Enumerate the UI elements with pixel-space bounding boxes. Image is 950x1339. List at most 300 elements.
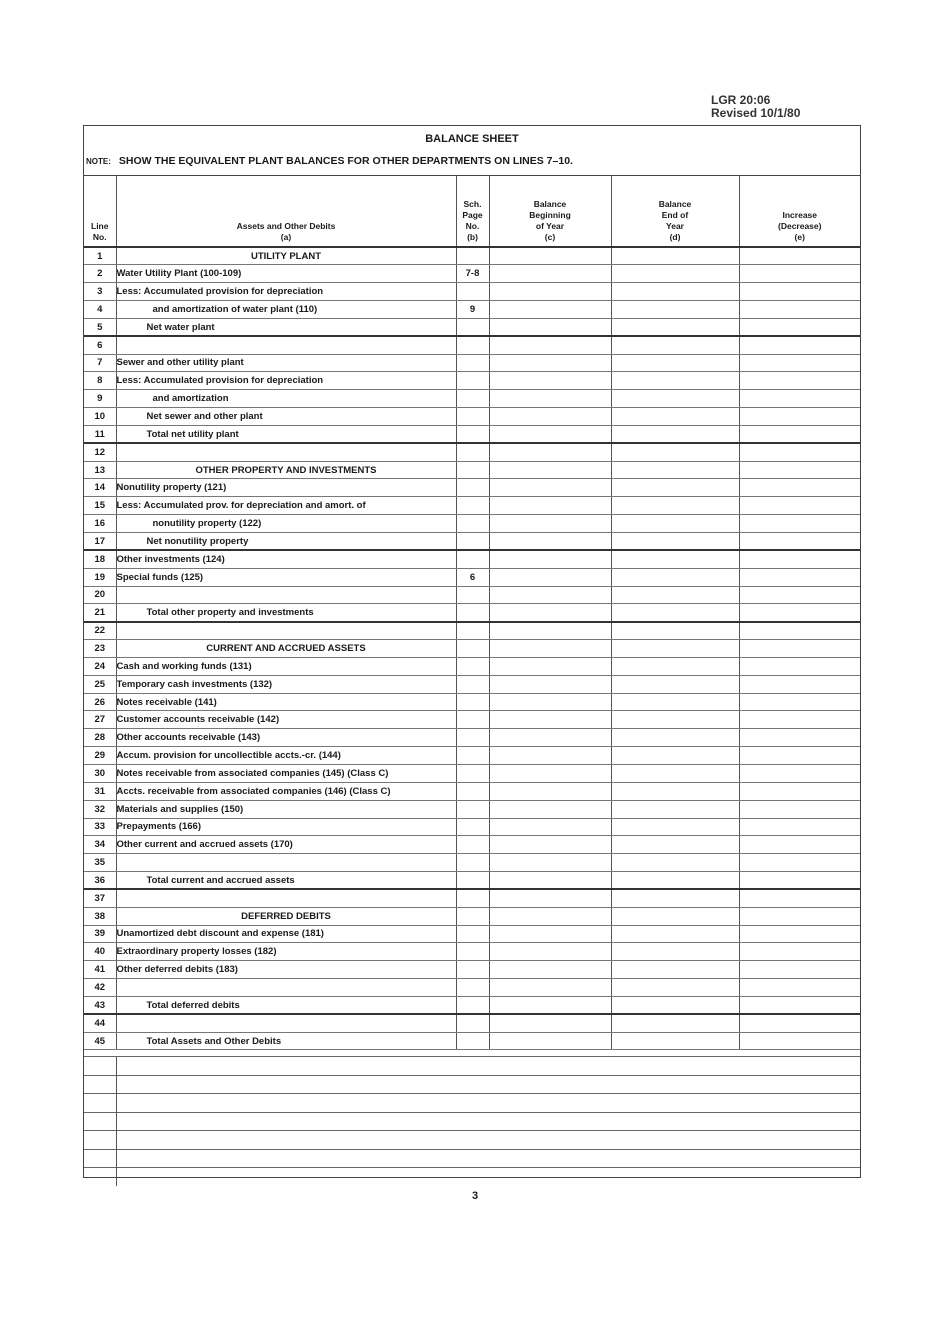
- line-description: nonutility property (122): [116, 515, 456, 533]
- balance-beginning-cell: [489, 693, 611, 711]
- increase-decrease-cell: [739, 372, 860, 390]
- line-description: Less: Accumulated provision for depreciation: [116, 283, 456, 301]
- balance-end-cell: [611, 854, 739, 872]
- balance-beginning-cell: [489, 265, 611, 283]
- balance-end-cell: [611, 889, 739, 907]
- table-row: [84, 764, 860, 782]
- line-number: 19: [84, 568, 116, 586]
- balance-end-cell: [611, 318, 739, 336]
- balance-beginning-cell: [489, 247, 611, 265]
- line-number: 40: [84, 943, 116, 961]
- balance-beginning-cell: [489, 1032, 611, 1050]
- schedule-page-cell: [456, 336, 489, 354]
- increase-decrease-cell: [739, 979, 860, 997]
- balance-end-cell: [611, 372, 739, 390]
- blank-line: [84, 1149, 860, 1168]
- header-increase-decrease: Increase (Decrease) (e): [739, 176, 860, 248]
- balance-end-cell: [611, 283, 739, 301]
- blank-lines-area: [84, 1056, 860, 1186]
- blank-line-cell: [116, 1112, 860, 1131]
- increase-decrease-cell: [739, 336, 860, 354]
- line-description: Extraordinary property losses (182): [116, 943, 456, 961]
- balance-end-cell: [611, 640, 739, 658]
- balance-end-cell: [611, 907, 739, 925]
- balance-sheet-form: [83, 125, 861, 1178]
- increase-decrease-cell: [739, 301, 860, 319]
- table-row: [84, 925, 860, 943]
- balance-end-cell: [611, 961, 739, 979]
- balance-beginning-cell: [489, 372, 611, 390]
- line-number: 45: [84, 1032, 116, 1050]
- line-number: 12: [84, 443, 116, 461]
- schedule-page-cell: [456, 408, 489, 426]
- line-description: Accum. provision for uncollectible accts.-cr. (144): [116, 747, 456, 765]
- line-description: Unamortized debt discount and expense (181): [116, 925, 456, 943]
- table-row: [84, 318, 860, 336]
- header-balance-beginning: Balance Beginning of Year (c): [489, 176, 611, 248]
- line-description: Prepayments (166): [116, 818, 456, 836]
- balance-end-cell: [611, 390, 739, 408]
- note-label: NOTE:: [86, 157, 111, 166]
- schedule-page-cell: [456, 764, 489, 782]
- increase-decrease-cell: [739, 943, 860, 961]
- schedule-page-cell: [456, 925, 489, 943]
- line-number: 10: [84, 408, 116, 426]
- line-number: 41: [84, 961, 116, 979]
- table-row: [84, 568, 860, 586]
- table-row: [84, 640, 860, 658]
- line-number: 20: [84, 586, 116, 604]
- increase-decrease-cell: [739, 729, 860, 747]
- table-row: [84, 1014, 860, 1032]
- table-row: [84, 711, 860, 729]
- line-number: 25: [84, 675, 116, 693]
- line-description: [116, 622, 456, 640]
- table-row: [84, 586, 860, 604]
- increase-decrease-cell: [739, 907, 860, 925]
- schedule-page-cell: [456, 354, 489, 372]
- schedule-page-cell: [456, 693, 489, 711]
- schedule-page-cell: [456, 372, 489, 390]
- line-description: and amortization of water plant (110): [116, 301, 456, 319]
- blank-line-cell: [116, 1149, 860, 1168]
- increase-decrease-cell: [739, 1032, 860, 1050]
- blank-line-number-cell: [84, 1131, 116, 1150]
- balance-end-cell: [611, 247, 739, 265]
- line-number: 27: [84, 711, 116, 729]
- table-row: [84, 622, 860, 640]
- increase-decrease-cell: [739, 390, 860, 408]
- table-row: [84, 354, 860, 372]
- table-row: [84, 336, 860, 354]
- balance-end-cell: [611, 1014, 739, 1032]
- line-description: Materials and supplies (150): [116, 800, 456, 818]
- balance-end-cell: [611, 479, 739, 497]
- increase-decrease-cell: [739, 747, 860, 765]
- table-row: [84, 479, 860, 497]
- line-description: Other deferred debits (183): [116, 961, 456, 979]
- schedule-page-cell: 6: [456, 568, 489, 586]
- schedule-page-cell: [456, 461, 489, 479]
- increase-decrease-cell: [739, 622, 860, 640]
- line-number: 35: [84, 854, 116, 872]
- line-description: DEFERRED DEBITS: [116, 907, 456, 925]
- table-row: [84, 425, 860, 443]
- line-description: [116, 854, 456, 872]
- increase-decrease-cell: [739, 497, 860, 515]
- line-number: 37: [84, 889, 116, 907]
- line-description: [116, 1014, 456, 1032]
- increase-decrease-cell: [739, 265, 860, 283]
- line-description: Cash and working funds (131): [116, 657, 456, 675]
- line-number: 1: [84, 247, 116, 265]
- note-text: SHOW THE EQUIVALENT PLANT BALANCES FOR OTHER DEPARTMENTS ON LINES 7–10.: [118, 155, 573, 167]
- schedule-page-cell: [456, 533, 489, 551]
- line-description: [116, 586, 456, 604]
- line-number: 26: [84, 693, 116, 711]
- increase-decrease-cell: [739, 408, 860, 426]
- line-description: UTILITY PLANT: [116, 247, 456, 265]
- balance-end-cell: [611, 693, 739, 711]
- blank-line-cell: [116, 1168, 860, 1186]
- increase-decrease-cell: [739, 568, 860, 586]
- schedule-page-cell: [456, 515, 489, 533]
- balance-end-cell: [611, 818, 739, 836]
- balance-beginning-cell: [489, 443, 611, 461]
- balance-beginning-cell: [489, 979, 611, 997]
- schedule-page-cell: [456, 622, 489, 640]
- balance-beginning-cell: [489, 622, 611, 640]
- blank-line-number-cell: [84, 1168, 116, 1186]
- line-description: Special funds (125): [116, 568, 456, 586]
- line-number: 17: [84, 533, 116, 551]
- balance-beginning-cell: [489, 408, 611, 426]
- line-number: 29: [84, 747, 116, 765]
- line-number: 22: [84, 622, 116, 640]
- table-row: [84, 550, 860, 568]
- increase-decrease-cell: [739, 961, 860, 979]
- line-number: 32: [84, 800, 116, 818]
- header-schedule-page: Sch. Page No. (b): [456, 176, 489, 248]
- blank-line: [84, 1094, 860, 1113]
- line-description: OTHER PROPERTY AND INVESTMENTS: [116, 461, 456, 479]
- schedule-page-cell: [456, 943, 489, 961]
- line-number: 33: [84, 818, 116, 836]
- increase-decrease-cell: [739, 818, 860, 836]
- balance-end-cell: [611, 675, 739, 693]
- increase-decrease-cell: [739, 247, 860, 265]
- line-number: 21: [84, 604, 116, 622]
- schedule-page-cell: [456, 318, 489, 336]
- increase-decrease-cell: [739, 515, 860, 533]
- increase-decrease-cell: [739, 1014, 860, 1032]
- line-number: 42: [84, 979, 116, 997]
- schedule-page-cell: [456, 1032, 489, 1050]
- balance-end-cell: [611, 711, 739, 729]
- blank-line-number-cell: [84, 1149, 116, 1168]
- balance-sheet-table: [84, 175, 860, 1050]
- blank-line-cell: [116, 1094, 860, 1113]
- balance-end-cell: [611, 354, 739, 372]
- balance-beginning-cell: [489, 872, 611, 890]
- increase-decrease-cell: [739, 354, 860, 372]
- form-title: BALANCE SHEET: [425, 133, 519, 145]
- line-number: 23: [84, 640, 116, 658]
- table-row: [84, 372, 860, 390]
- balance-beginning-cell: [489, 961, 611, 979]
- balance-end-cell: [611, 604, 739, 622]
- schedule-page-cell: [456, 675, 489, 693]
- balance-beginning-cell: [489, 711, 611, 729]
- blank-line-number-cell: [84, 1075, 116, 1094]
- table-row: [84, 961, 860, 979]
- line-description: Net sewer and other plant: [116, 408, 456, 426]
- table-row: [84, 996, 860, 1014]
- balance-beginning-cell: [489, 586, 611, 604]
- table-row: [84, 782, 860, 800]
- balance-end-cell: [611, 443, 739, 461]
- schedule-page-cell: [456, 711, 489, 729]
- balance-beginning-cell: [489, 550, 611, 568]
- table-row: [84, 1032, 860, 1050]
- table-row: [84, 729, 860, 747]
- blank-line-number-cell: [84, 1057, 116, 1076]
- increase-decrease-cell: [739, 996, 860, 1014]
- line-number: 7: [84, 354, 116, 372]
- balance-end-cell: [611, 729, 739, 747]
- increase-decrease-cell: [739, 711, 860, 729]
- schedule-page-cell: [456, 425, 489, 443]
- table-row: [84, 747, 860, 765]
- line-description: [116, 889, 456, 907]
- schedule-page-cell: [456, 247, 489, 265]
- balance-beginning-cell: [489, 604, 611, 622]
- balance-end-cell: [611, 747, 739, 765]
- increase-decrease-cell: [739, 283, 860, 301]
- form-code: LGR 20:06: [711, 93, 771, 107]
- blank-line: [84, 1057, 860, 1076]
- line-description: [116, 336, 456, 354]
- table-row: [84, 533, 860, 551]
- increase-decrease-cell: [739, 693, 860, 711]
- line-description: Other current and accrued assets (170): [116, 836, 456, 854]
- table-row: [84, 247, 860, 265]
- schedule-page-cell: [456, 657, 489, 675]
- line-description: Other investments (124): [116, 550, 456, 568]
- line-number: 38: [84, 907, 116, 925]
- balance-beginning-cell: [489, 925, 611, 943]
- balance-end-cell: [611, 996, 739, 1014]
- line-description: Nonutility property (121): [116, 479, 456, 497]
- table-row: [84, 515, 860, 533]
- line-description: Total current and accrued assets: [116, 872, 456, 890]
- line-description: Total other property and investments: [116, 604, 456, 622]
- increase-decrease-cell: [739, 318, 860, 336]
- line-description: Less: Accumulated prov. for depreciation and amort. of: [116, 497, 456, 515]
- balance-beginning-cell: [489, 675, 611, 693]
- line-description: [116, 443, 456, 461]
- balance-beginning-cell: [489, 515, 611, 533]
- balance-beginning-cell: [489, 318, 611, 336]
- line-description: Water Utility Plant (100-109): [116, 265, 456, 283]
- table-row: [84, 979, 860, 997]
- table-row: [84, 907, 860, 925]
- table-header-row: [84, 176, 860, 248]
- form-note: [86, 155, 573, 167]
- schedule-page-cell: [456, 979, 489, 997]
- schedule-page-cell: [456, 818, 489, 836]
- line-number: 24: [84, 657, 116, 675]
- increase-decrease-cell: [739, 604, 860, 622]
- increase-decrease-cell: [739, 550, 860, 568]
- increase-decrease-cell: [739, 782, 860, 800]
- schedule-page-cell: [456, 550, 489, 568]
- table-row: [84, 265, 860, 283]
- balance-beginning-cell: [489, 425, 611, 443]
- line-description: Net water plant: [116, 318, 456, 336]
- balance-beginning-cell: [489, 747, 611, 765]
- schedule-page-cell: [456, 479, 489, 497]
- increase-decrease-cell: [739, 800, 860, 818]
- line-number: 44: [84, 1014, 116, 1032]
- balance-end-cell: [611, 533, 739, 551]
- table-body: [84, 247, 860, 1050]
- blank-line-cell: [116, 1131, 860, 1150]
- balance-end-cell: [611, 943, 739, 961]
- balance-beginning-cell: [489, 390, 611, 408]
- header-assets: Assets and Other Debits (a): [116, 176, 456, 248]
- line-number: 3: [84, 283, 116, 301]
- schedule-page-cell: [456, 729, 489, 747]
- balance-end-cell: [611, 336, 739, 354]
- line-description: Total Assets and Other Debits: [116, 1032, 456, 1050]
- line-number: 13: [84, 461, 116, 479]
- blank-line-number-cell: [84, 1112, 116, 1131]
- table-row: [84, 461, 860, 479]
- balance-end-cell: [611, 461, 739, 479]
- line-number: 39: [84, 925, 116, 943]
- page-number: 3: [471, 1190, 479, 1202]
- line-description: Less: Accumulated provision for depreciation: [116, 372, 456, 390]
- balance-end-cell: [611, 568, 739, 586]
- balance-beginning-cell: [489, 336, 611, 354]
- line-number: 34: [84, 836, 116, 854]
- line-number: 36: [84, 872, 116, 890]
- blank-line: [84, 1168, 860, 1186]
- line-description: and amortization: [116, 390, 456, 408]
- line-description: Sewer and other utility plant: [116, 354, 456, 372]
- table-row: [84, 497, 860, 515]
- balance-end-cell: [611, 836, 739, 854]
- table-row: [84, 604, 860, 622]
- increase-decrease-cell: [739, 586, 860, 604]
- schedule-page-cell: [456, 889, 489, 907]
- blank-line: [84, 1075, 860, 1094]
- table-row: [84, 408, 860, 426]
- table-row: [84, 889, 860, 907]
- line-description: CURRENT AND ACCRUED ASSETS: [116, 640, 456, 658]
- balance-beginning-cell: [489, 729, 611, 747]
- balance-beginning-cell: [489, 782, 611, 800]
- schedule-page-cell: [456, 800, 489, 818]
- table-row: [84, 657, 860, 675]
- balance-beginning-cell: [489, 640, 611, 658]
- schedule-page-cell: [456, 836, 489, 854]
- schedule-page-cell: [456, 604, 489, 622]
- balance-beginning-cell: [489, 854, 611, 872]
- table-row: [84, 818, 860, 836]
- increase-decrease-cell: [739, 461, 860, 479]
- increase-decrease-cell: [739, 479, 860, 497]
- balance-beginning-cell: [489, 568, 611, 586]
- balance-end-cell: [611, 764, 739, 782]
- balance-end-cell: [611, 1032, 739, 1050]
- increase-decrease-cell: [739, 889, 860, 907]
- line-number: 28: [84, 729, 116, 747]
- table-row: [84, 836, 860, 854]
- blank-line-cell: [116, 1057, 860, 1076]
- line-description: Net nonutility property: [116, 533, 456, 551]
- schedule-page-cell: [456, 747, 489, 765]
- balance-beginning-cell: [489, 818, 611, 836]
- balance-beginning-cell: [489, 533, 611, 551]
- balance-end-cell: [611, 925, 739, 943]
- line-number: 31: [84, 782, 116, 800]
- increase-decrease-cell: [739, 443, 860, 461]
- schedule-page-cell: [456, 1014, 489, 1032]
- schedule-page-cell: [456, 283, 489, 301]
- balance-end-cell: [611, 872, 739, 890]
- schedule-page-cell: [456, 443, 489, 461]
- balance-beginning-cell: [489, 461, 611, 479]
- line-description: Other accounts receivable (143): [116, 729, 456, 747]
- balance-end-cell: [611, 979, 739, 997]
- balance-end-cell: [611, 265, 739, 283]
- schedule-page-cell: [456, 586, 489, 604]
- schedule-page-cell: [456, 961, 489, 979]
- schedule-page-cell: [456, 497, 489, 515]
- balance-beginning-cell: [489, 497, 611, 515]
- balance-beginning-cell: [489, 283, 611, 301]
- increase-decrease-cell: [739, 854, 860, 872]
- line-number: 8: [84, 372, 116, 390]
- balance-end-cell: [611, 301, 739, 319]
- balance-end-cell: [611, 515, 739, 533]
- schedule-page-cell: 7-8: [456, 265, 489, 283]
- table-row: [84, 800, 860, 818]
- table-row: [84, 854, 860, 872]
- balance-beginning-cell: [489, 354, 611, 372]
- balance-end-cell: [611, 550, 739, 568]
- schedule-page-cell: [456, 640, 489, 658]
- schedule-page-cell: [456, 907, 489, 925]
- line-description: Total deferred debits: [116, 996, 456, 1014]
- line-number: 2: [84, 265, 116, 283]
- blank-line: [84, 1112, 860, 1131]
- table-row: [84, 693, 860, 711]
- header-balance-end: Balance End of Year (d): [611, 176, 739, 248]
- line-description: Customer accounts receivable (142): [116, 711, 456, 729]
- schedule-page-cell: [456, 854, 489, 872]
- blank-line-number-cell: [84, 1094, 116, 1113]
- table-row: [84, 943, 860, 961]
- line-number: 18: [84, 550, 116, 568]
- balance-end-cell: [611, 657, 739, 675]
- balance-end-cell: [611, 497, 739, 515]
- balance-beginning-cell: [489, 657, 611, 675]
- blank-line: [84, 1131, 860, 1150]
- line-number: 9: [84, 390, 116, 408]
